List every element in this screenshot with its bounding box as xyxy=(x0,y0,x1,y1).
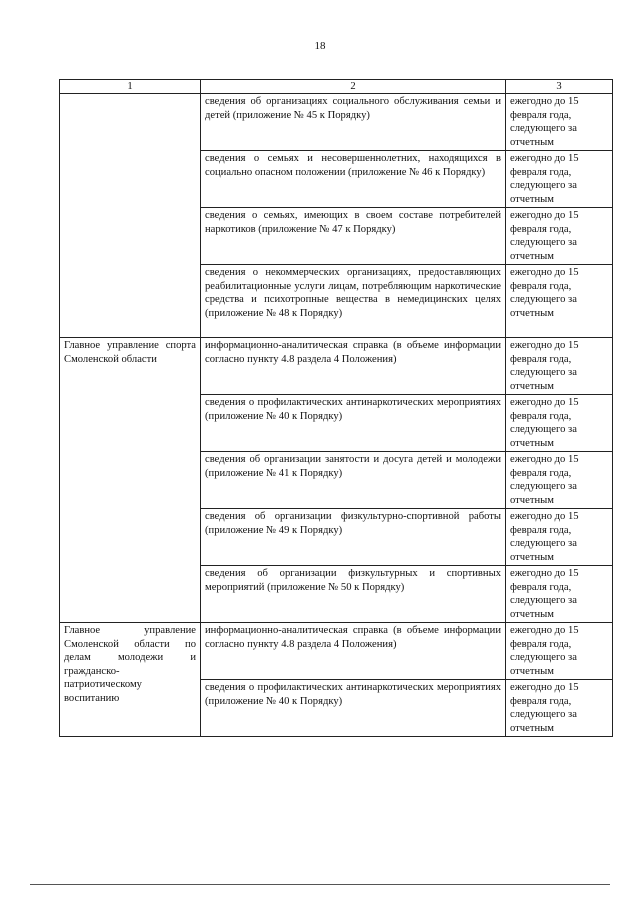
deadline-cell: ежегодно до 15 февраля года, следующего за отчетным xyxy=(506,151,613,208)
organization-cell: Главное управление спорта Смоленской области xyxy=(60,338,201,623)
table-row xyxy=(60,623,613,680)
column-number-row xyxy=(60,80,613,94)
info-cell: сведения об организации физкультурно-спортивной работы (приложение № 49 к Порядку) xyxy=(201,509,506,566)
deadline-cell: ежегодно до 15 февраля года, следующего за отчетным xyxy=(506,338,613,395)
info-cell: информационно-аналитическая справка (в объеме информации согласно пункту 4.8 раздела 4 Положения) xyxy=(201,338,506,395)
deadline-cell: ежегодно до 15 февраля года, следующего за отчетным xyxy=(506,94,613,151)
info-cell: сведения о профилактических антинаркотических мероприятиях (приложение № 40 к Порядку) xyxy=(201,680,506,737)
deadline-cell: ежегодно до 15 февраля года, следующего за отчетным xyxy=(506,680,613,737)
deadline-cell: ежегодно до 15 февраля года, следующего за отчетным xyxy=(506,509,613,566)
deadline-cell: ежегодно до 15 февраля года, следующего за отчетным xyxy=(506,208,613,265)
footer-rule xyxy=(30,884,610,885)
info-cell: сведения о некоммерческих организациях, предоставляющих реабилитационные услуги лицам, потребляющим наркотические средства и психотропные вещества в немедицинских целях (приложение № 48 к Порядку) xyxy=(201,265,506,338)
info-cell: информационно-аналитическая справка (в объеме информации согласно пункту 4.8 раздела 4 Положения) xyxy=(201,623,506,680)
column-header-2: 2 xyxy=(201,80,506,94)
reporting-table xyxy=(59,79,613,737)
page-number: 18 xyxy=(314,40,326,52)
info-cell: сведения об организации физкультурных и спортивных мероприятий (приложение № 50 к Порядку) xyxy=(201,566,506,623)
deadline-cell: ежегодно до 15 февраля года, следующего за отчетным xyxy=(506,566,613,623)
deadline-cell: ежегодно до 15 февраля года, следующего за отчетным xyxy=(506,452,613,509)
organization-cell xyxy=(60,94,201,338)
column-header-3: 3 xyxy=(506,80,613,94)
column-header-1: 1 xyxy=(60,80,201,94)
info-cell: сведения о семьях и несовершеннолетних, находящихся в социально опасном положении (приложение № 46 к Порядку) xyxy=(201,151,506,208)
info-cell: сведения об организации занятости и досуга детей и молодежи (приложение № 41 к Порядку) xyxy=(201,452,506,509)
organization-cell: Главное управление Смоленской области по делам молодежи и гражданско-патриотическому воспитанию xyxy=(60,623,201,737)
deadline-cell: ежегодно до 15 февраля года, следующего за отчетным xyxy=(506,623,613,680)
info-cell: сведения о профилактических антинаркотических мероприятиях (приложение № 40 к Порядку) xyxy=(201,395,506,452)
deadline-cell: ежегодно до 15 февраля года, следующего за отчетным xyxy=(506,265,613,338)
deadline-cell: ежегодно до 15 февраля года, следующего за отчетным xyxy=(506,395,613,452)
table-row xyxy=(60,94,613,151)
info-cell: сведения об организациях социального обслуживания семьи и детей (приложение № 45 к Порядку) xyxy=(201,94,506,151)
info-cell: сведения о семьях, имеющих в своем составе потребителей наркотиков (приложение № 47 к Порядку) xyxy=(201,208,506,265)
table-row xyxy=(60,338,613,395)
